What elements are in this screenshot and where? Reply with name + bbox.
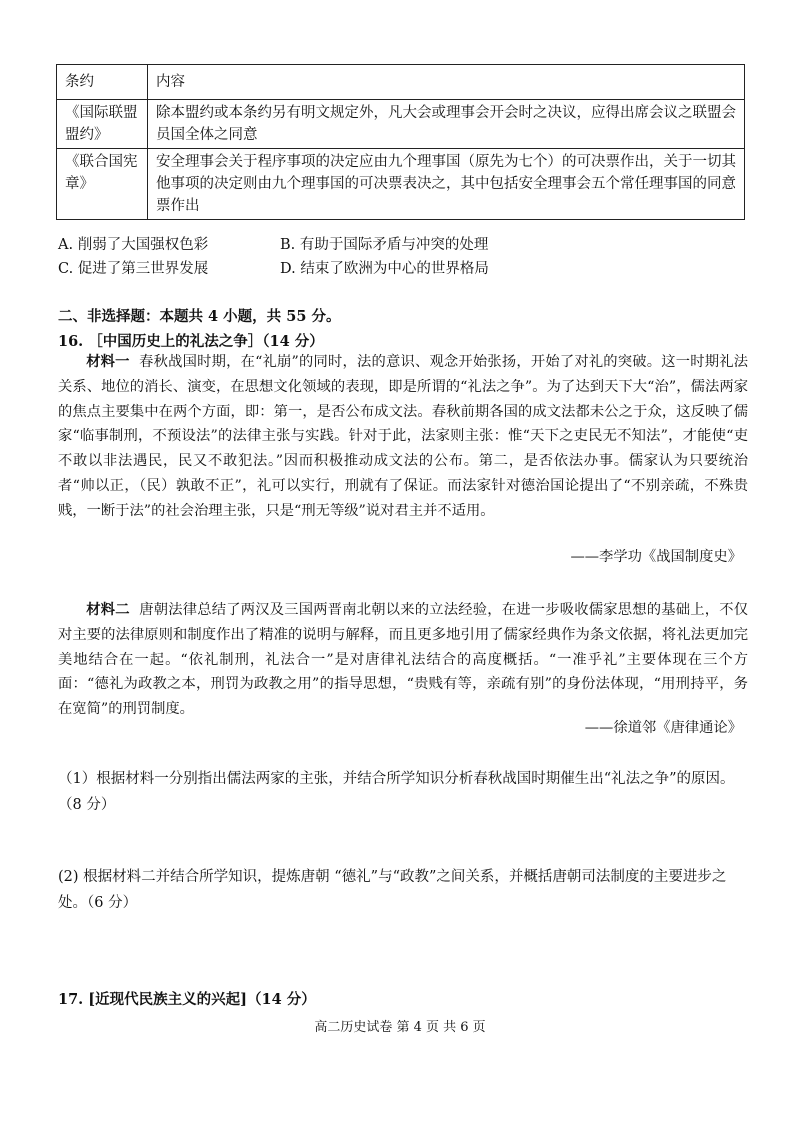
option-b: B. 有助于国际矛盾与冲突的处理	[280, 237, 489, 253]
material-one-label: 材料一	[86, 354, 130, 370]
material-one	[58, 350, 748, 524]
material-two-source: ——徐道邻《唐律通论》	[584, 720, 742, 736]
option-c: C. 促进了第三世界发展	[58, 261, 209, 277]
option-d: D. 结束了欧洲为中心的世界格局	[280, 261, 489, 277]
material-two	[58, 598, 748, 722]
question-17-title: 17. [近现代民族主义的兴起]（14 分）	[58, 991, 316, 1008]
sub-question-2: (2) 根据材料二并结合所学知识，提炼唐朝 “德礼”与“政教”之间关系，并概括唐朝司法制度的主要进步之处。（6 分）	[58, 869, 727, 911]
question-16-title: 16. ［中国历史上的礼法之争］（14 分）	[58, 333, 324, 350]
header-content: 内容	[148, 65, 745, 100]
section-heading: 二、非选择题：本题共 4 小题，共 55 分。	[58, 308, 341, 325]
material-two-text: 唐朝法律总结了两汉及三国两晋南北朝以来的立法经验，在进一步吸收儒家思想的基础上，不仅对主要的法律原则和制度作出了精准的说明与解释，而且更多地引用了儒家经典作为条文依据，将礼法更加完美地结合在一起。“依礼制刑，礼法合一”是对唐律礼法结合的高度概括。“一准乎礼”主要体现在三个方面：“德礼为政教之本，刑罚为政教之用”的指导思想，“贵贱有等，亲疏有别”的身份法体现，“用刑持平，务在宽简”的刑罚制度。	[58, 602, 748, 718]
sub-question-1: （1）根据材料一分别指出儒法两家的主张，并结合所学知识分析春秋战国时期催生出“礼法之争”的原因。（8 分）	[58, 771, 735, 813]
table-row	[57, 149, 745, 220]
page-footer: 高二历史试卷 第 4 页 共 6 页	[314, 1020, 486, 1035]
treaty-content: 安全理事会关于程序事项的决定应由九个理事国（原先为七个）的可决票作出，关于一切其他事项的决定则由九个理事国的可决票表决之，其中包括安全理事会五个常任理事国的同意票作出	[148, 149, 745, 220]
table-header-row	[57, 65, 745, 100]
treaty-content: 除本盟约或本条约另有明文规定外，凡大会或理事会开会时之决议，应得出席会议之联盟会员国全体之同意	[148, 100, 745, 149]
treaty-name: 《联合国宪章》	[57, 149, 148, 220]
treaty-table	[56, 64, 745, 220]
material-one-text: 春秋战国时期，在“礼崩”的同时，法的意识、观念开始张扬，开始了对礼的突破。这一时期礼法关系、地位的消长、演变，在思想文化领域的表现，即是所谓的“礼法之争”。为了达到天下大“治”，儒法两家的焦点主要集中在两个方面，即：第一，是否公布成文法。春秋前期各国的成文法都未公之于众，这反映了儒家“临事制刑，不预设法”的法律主张与实践。针对于此，法家则主张：惟“天下之吏民无不知法”，才能使“吏不敢以非法遇民，民又不敢犯法。”因而积极推动成文法的公布。第二，是否依法办事。儒家认为只要统治者“帅以正，（民）孰敢不正”，礼可以实行，刑就有了保证。而法家针对德治国论提出了“不别亲疏，不殊贵贱，一断于法”的社会治理主张，只是“刑无等级”说对君主并不适用。	[58, 354, 749, 519]
treaty-name: 《国际联盟盟约》	[57, 100, 148, 149]
option-a: A. 削弱了大国强权色彩	[58, 237, 209, 253]
material-one-source: ——李学功《战国制度史》	[570, 549, 742, 565]
answer-options	[58, 233, 489, 281]
header-treaty: 条约	[57, 65, 148, 100]
table-row	[57, 100, 745, 149]
material-two-label: 材料二	[86, 602, 130, 618]
